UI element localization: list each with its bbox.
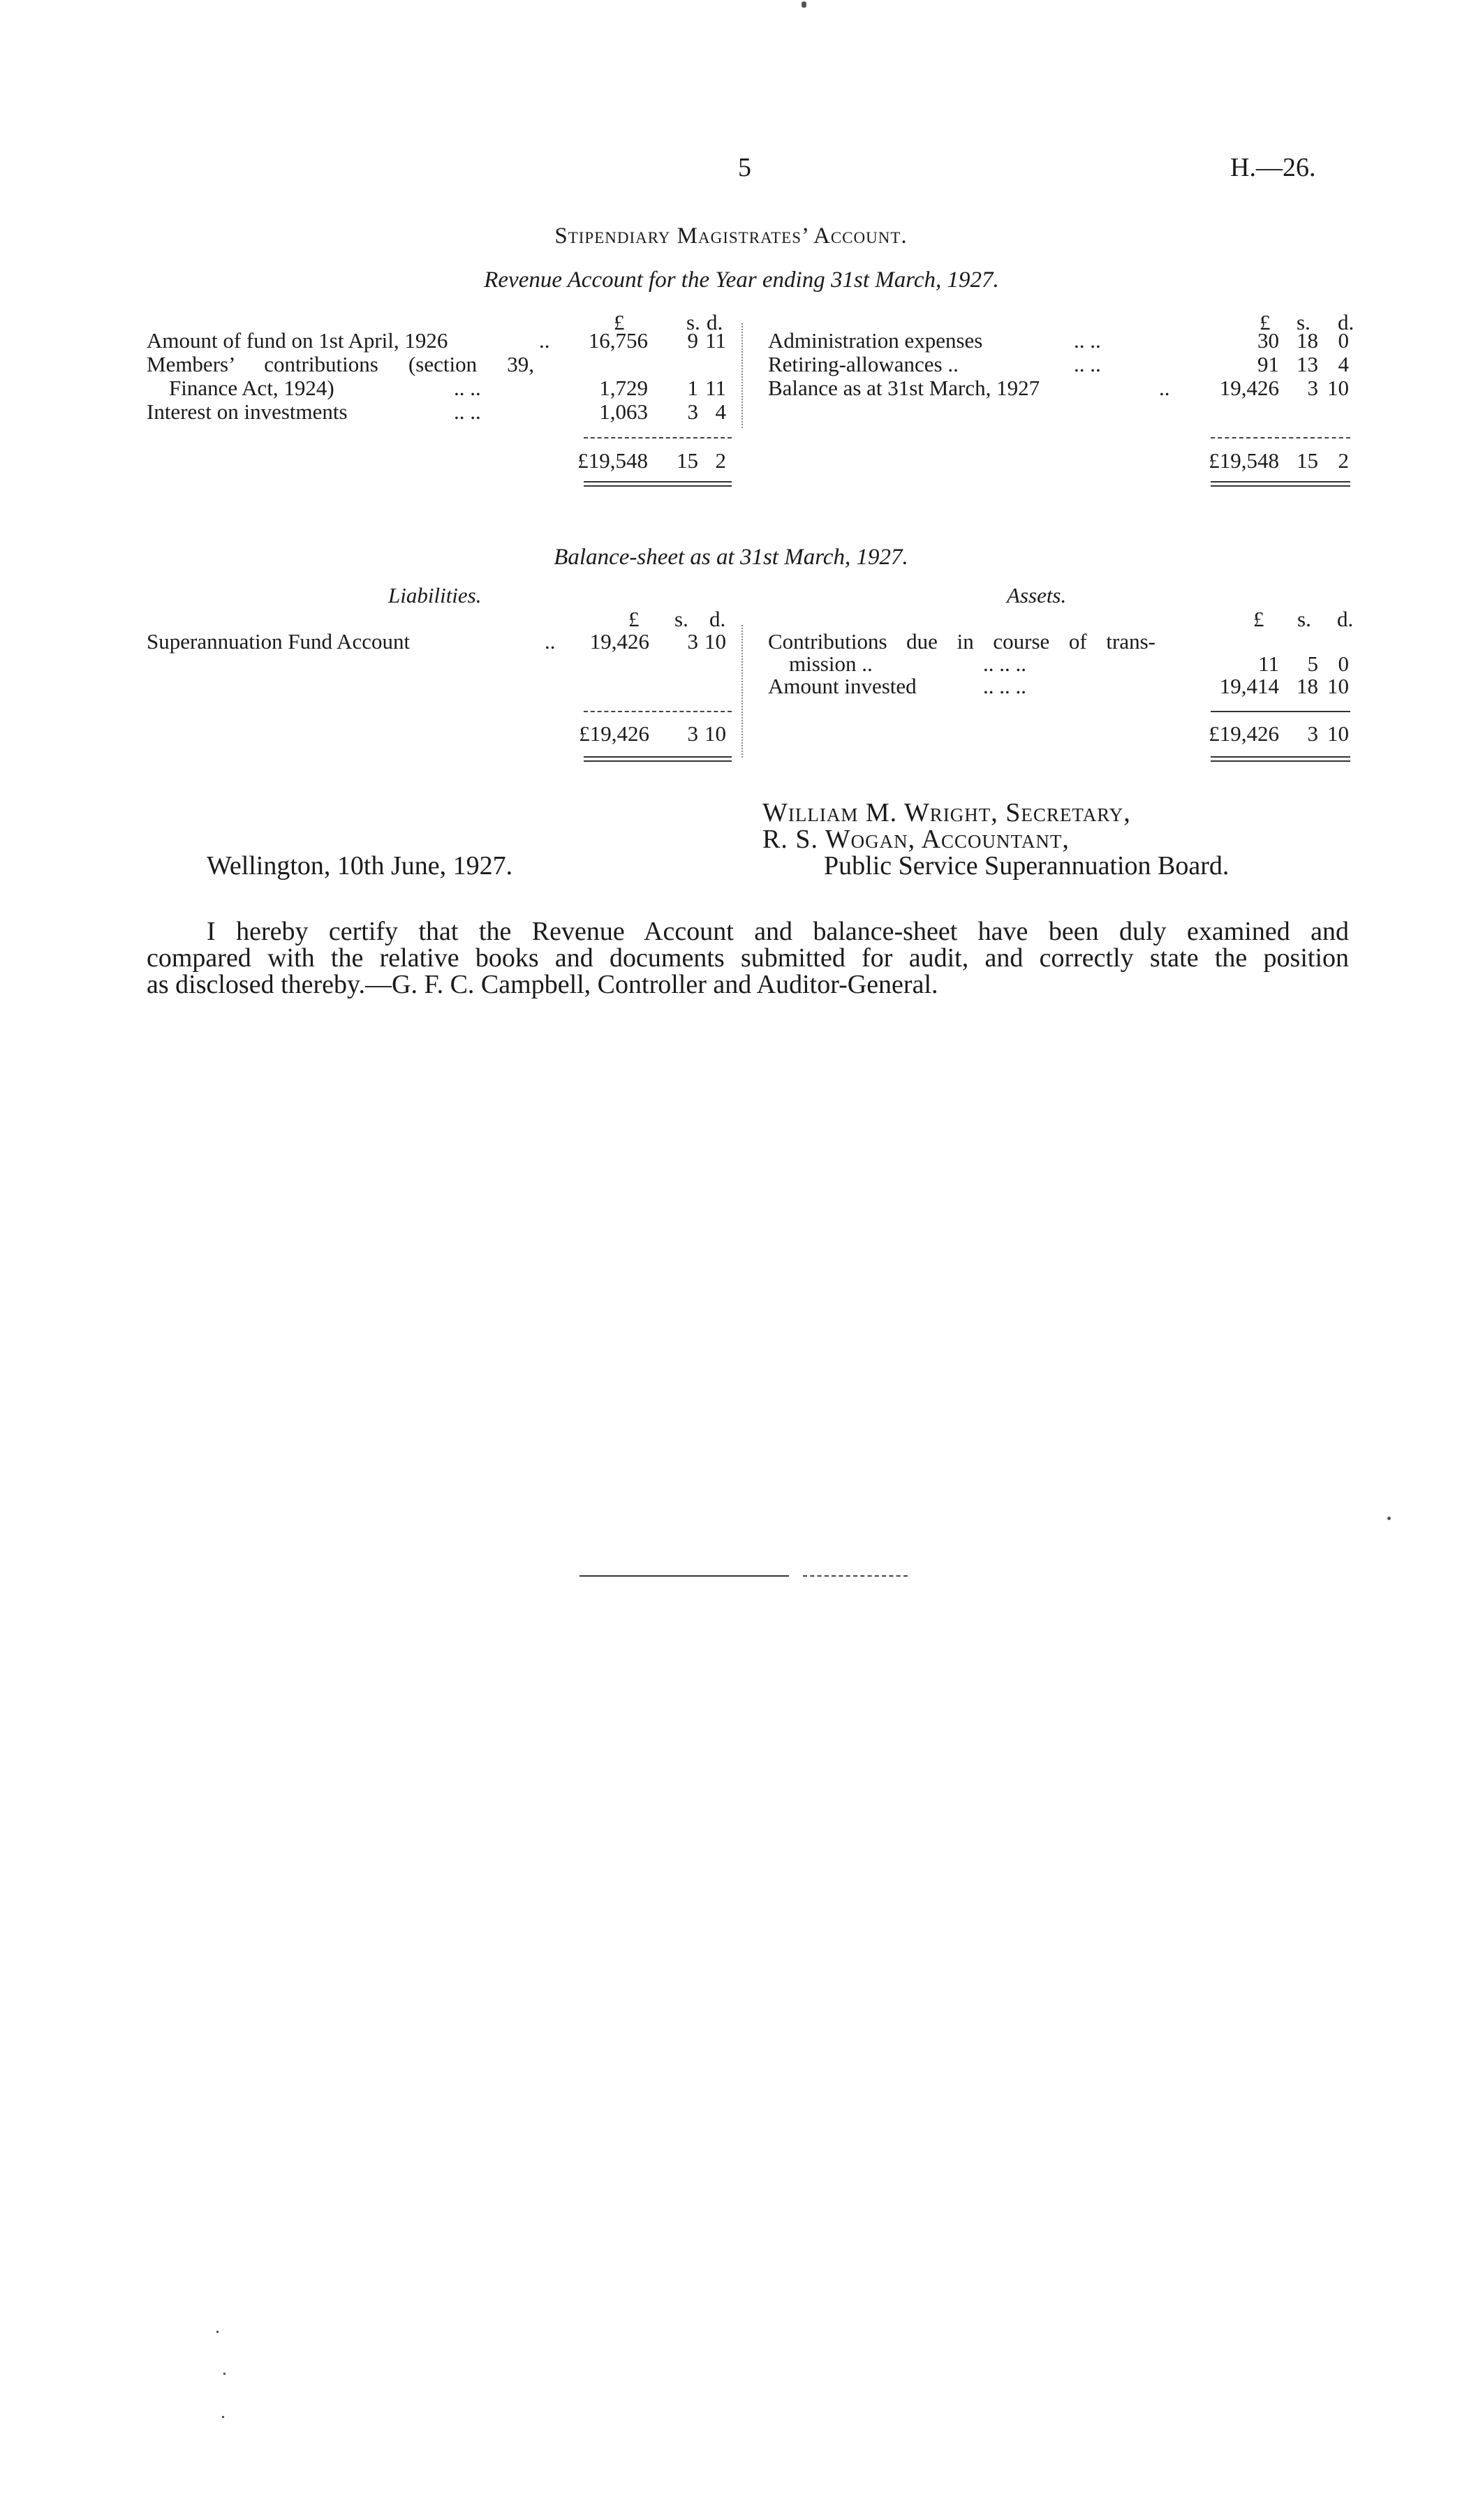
document-reference: H.—26.: [1230, 153, 1316, 182]
assets-total-rule: [1211, 711, 1350, 712]
revenue-right-total-rule: [1211, 437, 1350, 439]
scan-speck: [216, 2331, 219, 2333]
page-number: 5: [738, 153, 751, 182]
liabilities-label: Liabilities.: [388, 583, 482, 607]
revenue-column-separator: [741, 323, 743, 428]
scan-speck: [223, 2373, 226, 2375]
place-and-date: Wellington, 10th June, 1927.: [207, 851, 513, 880]
balance-column-separator: [741, 625, 743, 758]
liabilities-total-rule: [584, 711, 732, 712]
revenue-left-double-rule: [584, 481, 732, 482]
revenue-heading: Revenue Account for the Year ending 31st March, 1927.: [484, 267, 999, 293]
revenue-left-total-rule: [584, 437, 732, 439]
balance-heading: Balance-sheet as at 31st March, 1927.: [554, 545, 908, 570]
closing-rule: [579, 1575, 789, 1577]
assets-double-rule: [1211, 756, 1350, 758]
scan-speck: [1387, 1517, 1391, 1520]
scan-speck: [222, 2416, 224, 2418]
scan-speck: [802, 1, 806, 8]
revenue-right-double-rule: [1211, 481, 1350, 482]
signature-board: Public Service Superannuation Board.: [824, 851, 1230, 880]
liabilities-double-rule: [584, 756, 732, 758]
signature-accountant: R. S. Wogan, Accountant,: [762, 825, 1070, 854]
account-title: Stipendiary Magistrates’ Account.: [554, 223, 908, 249]
assets-label: Assets.: [1007, 583, 1067, 607]
signature-secretary: William M. Wright, Secretary,: [762, 798, 1131, 827]
